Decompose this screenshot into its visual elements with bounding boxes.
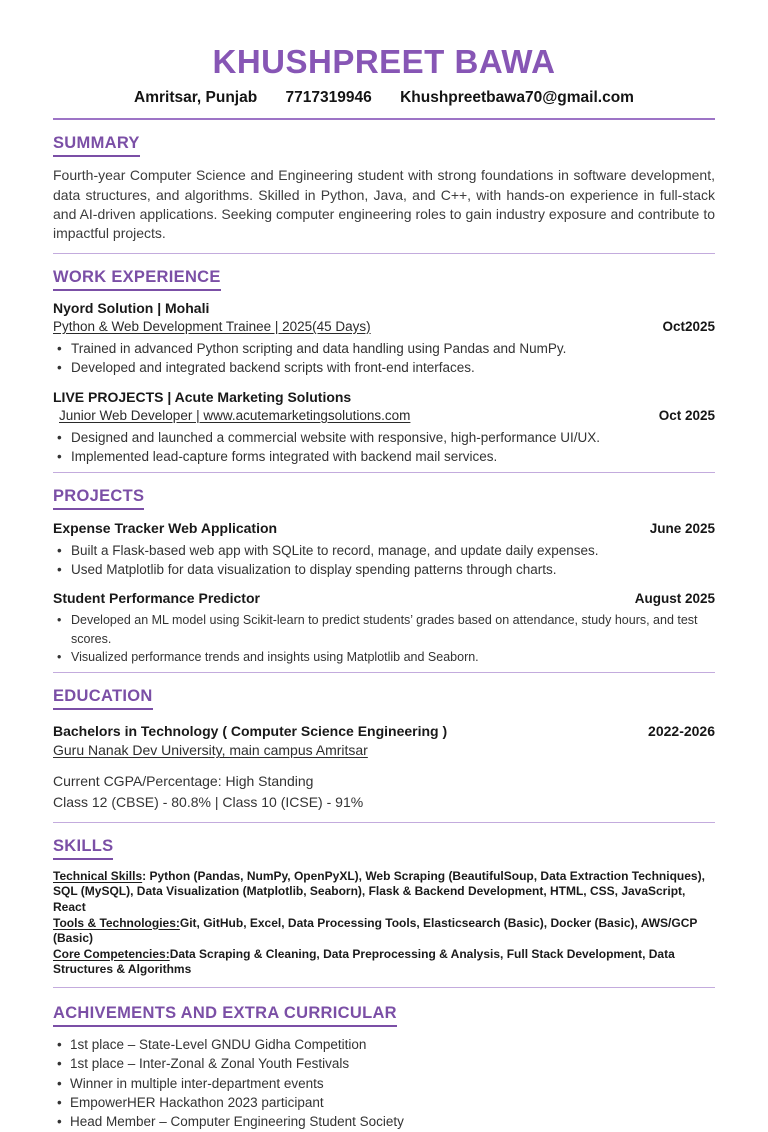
achievements-heading: ACHIVEMENTS AND EXTRA CURRICULAR — [53, 1004, 715, 1027]
skill-group-label: Technical Skills — [53, 868, 143, 883]
project-bullet-list — [53, 541, 715, 580]
work-bullet: • Trained in advanced Python scripting and data handling using Pandas and NumPy. — [53, 339, 715, 359]
achievements-list — [53, 1036, 715, 1132]
skill-group-content: Data Scraping & Cleaning, Data Preprocessing & Analysis, Full Stack Development, Data Structures & Algorithms — [53, 946, 675, 977]
summary-heading: SUMMARY — [53, 134, 715, 157]
work-bullet: • Designed and launched a commercial website with responsive, high-performance UI/UX. — [53, 428, 715, 448]
skill-group-content: Git, GitHub, Excel, Data Processing Tools, Elasticsearch (Basic), Docker (Basic), AWS/GCP (Basic) — [53, 915, 698, 946]
achievement-item: • EmpowerHER Hackathon 2023 participant — [53, 1094, 715, 1112]
section-divider — [53, 253, 715, 254]
project-date: June 2025 — [649, 520, 715, 536]
section-divider — [53, 672, 715, 673]
section-divider — [53, 822, 715, 823]
skill-group-tools — [53, 916, 715, 947]
contact-location: Amritsar, Punjab — [134, 89, 258, 107]
header-divider — [53, 118, 715, 120]
achievement-item: • 1st place – State-Level GNDU Gidha Competition — [53, 1036, 715, 1054]
project-title-row — [53, 520, 715, 536]
project-title: Student Performance Predictor — [53, 589, 260, 606]
achievement-item: • Winner in multiple inter-department events — [53, 1075, 715, 1093]
skill-group-technical — [53, 869, 715, 916]
project-bullet: • Visualized performance trends and insights using Matplotlib and Seaborn. — [53, 648, 715, 667]
section-divider — [53, 472, 715, 473]
education-date: 2022-2026 — [648, 723, 715, 740]
university-name: Guru Nanak Dev University, main campus Amritsar — [53, 742, 368, 759]
project-bullet: • Developed an ML model using Scikit-learn to predict students’ grades based on attendance, study hours, and test scores. — [53, 611, 715, 649]
section-projects — [53, 487, 715, 673]
resume-header — [53, 44, 715, 120]
contact-email: Khushpreetbawa70@gmail.com — [400, 89, 634, 107]
degree-title: Bachelors in Technology ( Computer Science Engineering ) — [53, 723, 448, 740]
achievement-item: • Head Member – Computer Engineering Student Society — [53, 1113, 715, 1131]
work-title-row — [53, 319, 715, 334]
work-bullet: • Developed and integrated backend scripts with front-end interfaces. — [53, 358, 715, 378]
project-date: August 2025 — [634, 590, 715, 606]
project-title: Expense Tracker Web Application — [53, 519, 278, 536]
cgpa-line: Current CGPA/Percentage: High Standing — [53, 773, 314, 790]
work-bullet-list — [53, 339, 715, 378]
summary-text: Fourth-year Computer Science and Engineering student with strong foundations in software development, data structures, and algorithms. Skilled in Python, Java, and C++, with hands-on experience in full-stack and AI-driven applications. Seeking computer engineering roles to gain industry exposure and contribute to impactful projects. — [53, 167, 715, 242]
section-work-experience — [53, 268, 715, 473]
contact-line — [53, 89, 715, 107]
skills-block — [53, 869, 715, 978]
work-company: Nyord Solution | Mohali — [53, 299, 210, 316]
skills-heading: SKILLS — [53, 837, 715, 860]
project-entry — [53, 590, 715, 667]
work-bullet-list — [53, 428, 715, 467]
skill-group-label: Tools & Technologies: — [53, 915, 180, 930]
education-heading: EDUCATION — [53, 687, 715, 710]
work-heading: WORK EXPERIENCE — [53, 268, 715, 291]
project-entry — [53, 520, 715, 580]
achievement-item: • 1st place – Inter-Zonal & Zonal Youth Festivals — [53, 1055, 715, 1073]
section-achievements — [53, 1004, 715, 1132]
skill-group-separator: : — [142, 868, 150, 883]
work-job-title: Junior Web Developer | www.acutemarketingsolutions.com — [59, 407, 411, 423]
work-title-row — [53, 408, 715, 423]
work-bullet: • Implemented lead-capture forms integrated with backend mail services. — [53, 447, 715, 467]
page-title: KHUSHPREET BAWA — [212, 43, 556, 80]
degree-row — [53, 723, 715, 739]
work-date: Oct2025 — [662, 318, 715, 334]
project-bullet: • Used Matplotlib for data visualization to display spending patterns through charts. — [53, 560, 715, 580]
work-company: LIVE PROJECTS | Acute Marketing Solutions — [53, 388, 352, 405]
class-scores-line: Class 12 (CBSE) - 80.8% | Class 10 (ICSE) - 91% — [53, 793, 364, 810]
section-skills — [53, 837, 715, 988]
work-entry — [53, 389, 715, 467]
work-entry — [53, 300, 715, 378]
contact-phone: 7717319946 — [285, 89, 372, 107]
project-bullet-list — [53, 611, 715, 667]
skill-group-content: Python (Pandas, NumPy, OpenPyXL), Web Scraping (BeautifulSoup, Data Extraction Techniques), SQL (MySQL), Data Visualization (Matplotlib, Seaborn), Flask & Backend Development, HTML, CSS, JavaScript, React — [53, 868, 705, 914]
section-divider — [53, 987, 715, 988]
skill-group-core — [53, 947, 715, 978]
work-date: Oct 2025 — [658, 407, 715, 423]
skill-group-label: Core Competencies: — [53, 946, 170, 961]
section-education — [53, 687, 715, 823]
section-summary — [53, 134, 715, 253]
project-title-row — [53, 590, 715, 606]
work-job-title: Python & Web Development Trainee | 2025(45 Days) — [53, 318, 371, 334]
project-bullet: • Built a Flask-based web app with SQLite to record, manage, and update daily expenses. — [53, 541, 715, 561]
projects-heading: PROJECTS — [53, 487, 715, 510]
